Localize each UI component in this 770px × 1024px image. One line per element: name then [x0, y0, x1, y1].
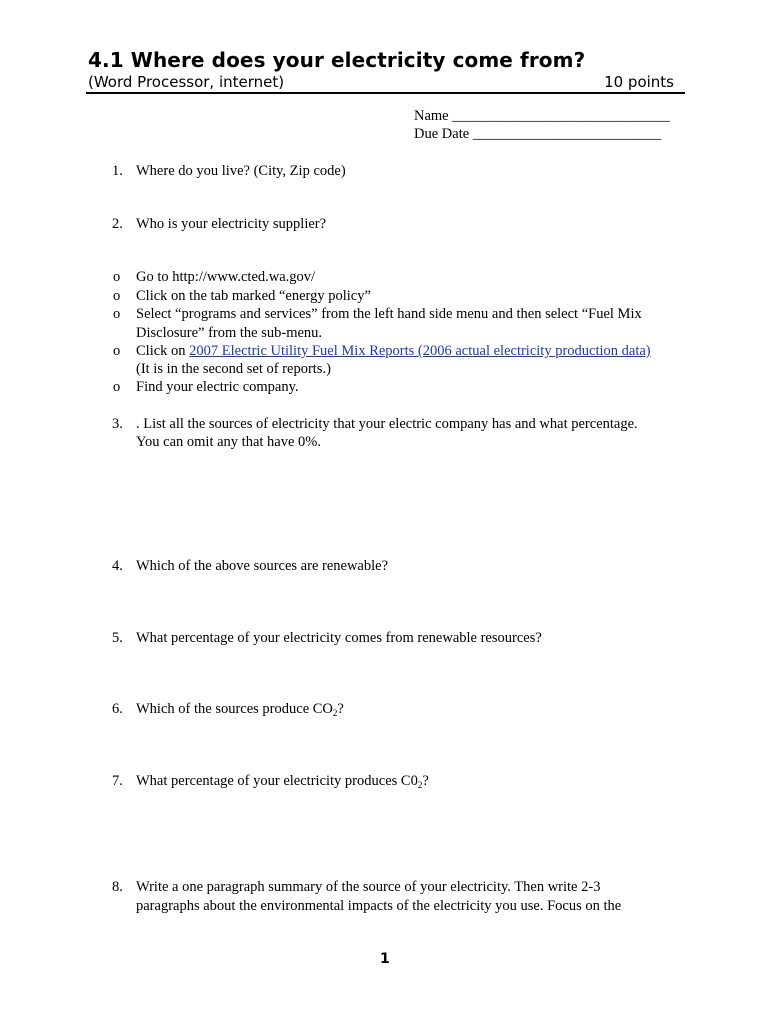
question-text: Write a one paragraph summary of the source of your electricity. Then write 2-3 [136, 879, 601, 895]
question-number: 4. [112, 558, 123, 574]
due-date-field[interactable] [414, 126, 661, 143]
question-number: 8. [112, 879, 123, 895]
question-number: 7. [112, 773, 123, 789]
points-label: 10 points [604, 73, 674, 91]
question-number: 2. [112, 216, 123, 232]
question-text: What percentage of your electricity comes from renewable resources? [136, 630, 542, 646]
fuel-mix-reports-link[interactable]: 2007 Electric Utility Fuel Mix Reports (2006 actual electricity production data) [189, 343, 651, 359]
name-field[interactable] [414, 108, 670, 125]
question-number: 3. [112, 416, 123, 432]
question-text: Who is your electricity supplier? [136, 216, 327, 232]
question-number: 1. [112, 163, 123, 179]
question-text: You can omit any that have 0%. [136, 434, 321, 450]
question-text: Where do you live? (City, Zip code) [136, 163, 346, 179]
question-text: . List all the sources of electricity that your electric company has and what percentage. [136, 416, 638, 432]
question-number: 5. [112, 630, 123, 646]
name-blank[interactable]: ______________________________ [452, 108, 670, 124]
page-title: 4.1 Where does your electricity come from? [88, 48, 586, 72]
bullet-icon: o [113, 343, 121, 359]
instruction-text: Find your electric company. [136, 379, 299, 395]
bullet-icon: o [113, 288, 121, 304]
question-text: paragraphs about the environmental impacts of the electricity you use. Focus on the [136, 898, 622, 914]
instruction-text: Go to http://www.cted.wa.gov/ [136, 269, 316, 285]
name-label: Name [414, 108, 449, 124]
question-text: Which of the sources produce $CO_2$? [136, 701, 344, 718]
instruction-text: Click on the tab marked “energy policy” [136, 288, 371, 304]
bullet-icon: o [113, 306, 121, 322]
instruction-text: Disclosure” from the sub-menu. [136, 325, 323, 341]
header-rule [86, 92, 685, 94]
page-number: 1 [380, 951, 390, 967]
bullet-icon: o [113, 269, 121, 285]
bullet-icon: o [113, 379, 121, 395]
instruction-prefix: Click on [136, 343, 190, 359]
question-text: What percentage of your electricity produces $C0_2$? [136, 773, 429, 790]
question-text: Which of the above sources are renewable? [136, 558, 389, 574]
instruction-text [136, 342, 651, 360]
instruction-text: (It is in the second set of reports.) [136, 361, 331, 377]
instruction-text: Select “programs and services” from the left hand side menu and then select “Fuel Mix [136, 306, 642, 322]
question-number: 6. [112, 701, 123, 717]
page-subtitle: (Word Processor, internet) [88, 73, 285, 91]
due-date-blank[interactable]: __________________________ [472, 126, 662, 142]
due-date-label: Due Date [414, 126, 470, 142]
